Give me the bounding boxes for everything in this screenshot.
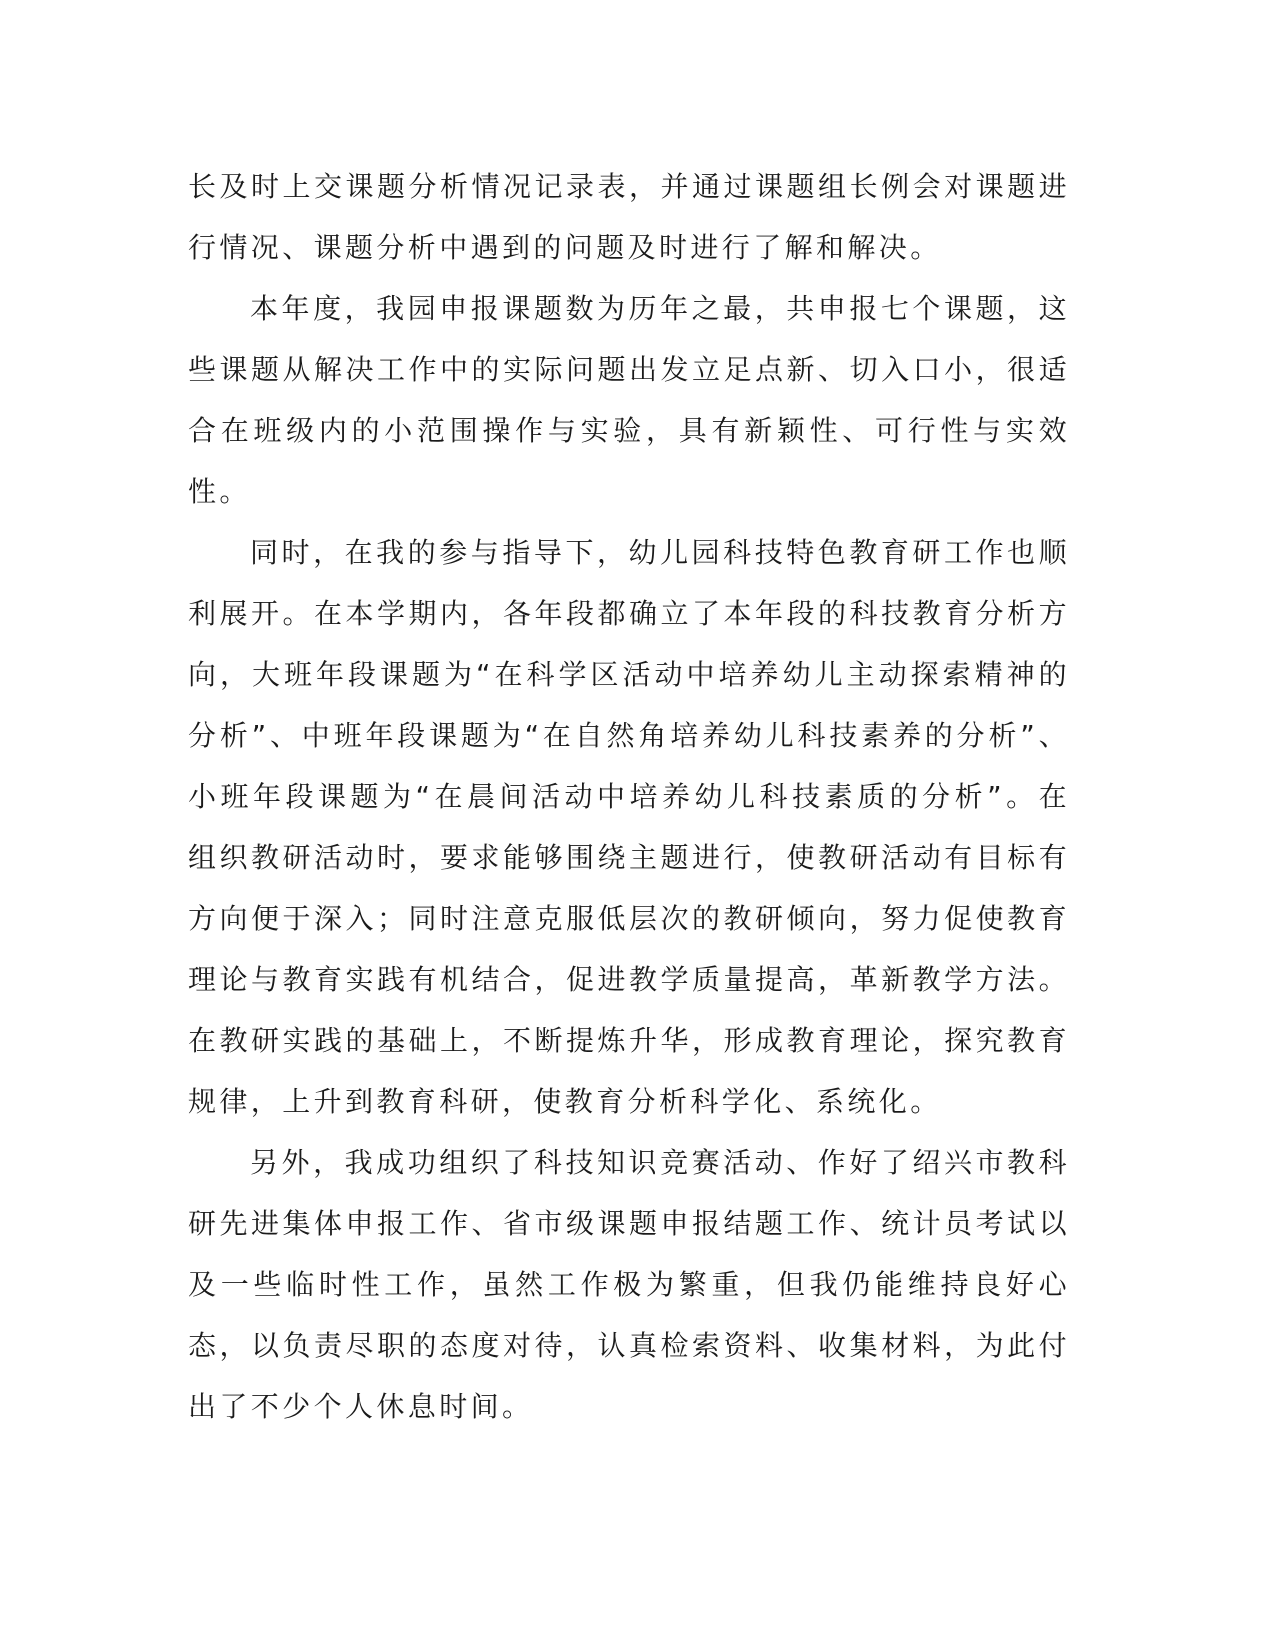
paragraph-additional-work: 另外，我成功组织了科技知识竞赛活动、作好了绍兴市教科研先进集体申报工作、省市级课题申报结题工作、统计员考试以及一些临时性工作，虽然工作极为繁重，但我仍能维持良好心态，以负责尽职的态度对待，认真检索资料、收集材料，为此付出了不少个人休息时间。 (188, 1146, 1070, 1423)
body-text (188, 156, 1070, 1437)
paragraph-continuation: 长及时上交课题分析情况记录表，并通过课题组长例会对课题进行情况、课题分析中遇到的问题及时进行了解和解决。 (188, 170, 1070, 264)
paragraph-tech-research: 同时，在我的参与指导下，幼儿园科技特色教育研工作也顺利展开。在本学期内，各年段都确立了本年段的科技教育分析方向，大班年段课题为“在科学区活动中培养幼儿主动探索精神的分析”、中班年段课题为“在自然角培养幼儿科技素养的分析”、小班年段课题为“在晨间活动中培养幼儿科技素质的分析”。在组织教研活动时，要求能够围绕主题进行，使教研活动有目标有方向便于深入；同时注意克服低层次的教研倾向，努力促使教育理论与教育实践有机结合，促进教学质量提高，革新教学方法。在教研实践的基础上，不断提炼升华，形成教育理论，探究教育规律，上升到教育科研，使教育分析科学化、系统化。 (188, 536, 1070, 1118)
paragraph-annual-projects: 本年度，我园申报课题数为历年之最，共申报七个课题，这些课题从解决工作中的实际问题出发立足点新、切入口小，很适合在班级内的小范围操作与实验，具有新颖性、可行性与实效性。 (188, 292, 1070, 508)
